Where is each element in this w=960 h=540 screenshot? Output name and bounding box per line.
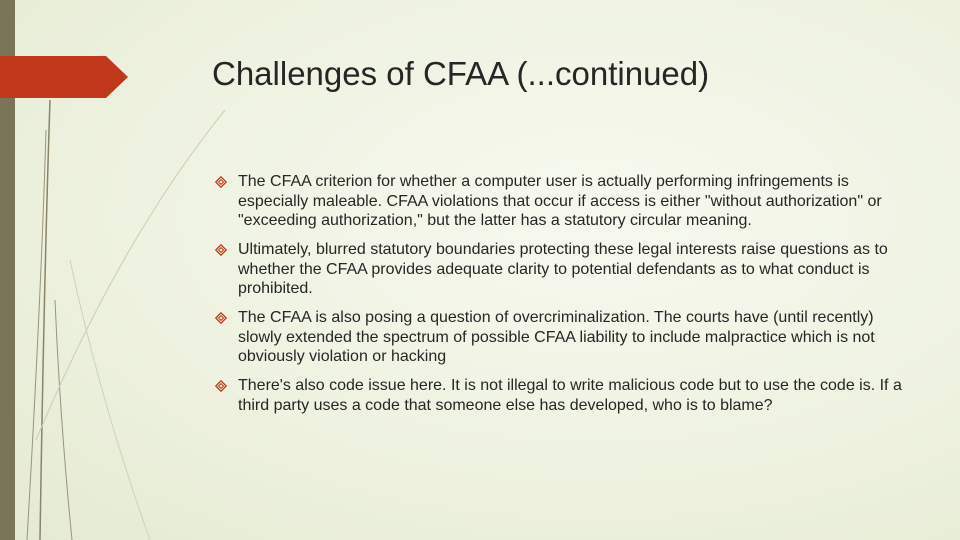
diamond-outline-icon — [215, 312, 227, 324]
title-accent-tab — [0, 56, 128, 98]
bullet-item — [215, 308, 903, 367]
bullet-item — [215, 240, 903, 299]
bullet-item — [215, 376, 903, 415]
diamond-outline-icon — [215, 380, 227, 392]
bullet-text: The CFAA criterion for whether a computer user is actually performing infringements is especially maleable. CFAA violations that occur if access is either "without authorization" or "exceeding authorization," but the latter has a statutory circular meaning. — [238, 173, 882, 229]
bullet-list — [215, 172, 903, 425]
diamond-outline-icon — [215, 244, 227, 256]
bullet-text: There's also code issue here. It is not illegal to write malicious code but to use the code is. If a third party uses a code that someone else has developed, who is to blame? — [238, 377, 902, 414]
bullet-text: The CFAA is also posing a question of overcriminalization. The courts have (until recently) slowly extended the spectrum of possible CFAA liability to include malpractice which is not obviously violation or hacking — [238, 309, 875, 365]
slide-title: Challenges of CFAA (...continued) — [212, 55, 710, 92]
bullet-item — [215, 172, 903, 231]
bullet-text: Ultimately, blurred statutory boundaries protecting these legal interests raise questions as to whether the CFAA provides adequate clarity to potential defendants as to what conduct is prohibited. — [238, 241, 888, 297]
diamond-outline-icon — [215, 176, 227, 188]
